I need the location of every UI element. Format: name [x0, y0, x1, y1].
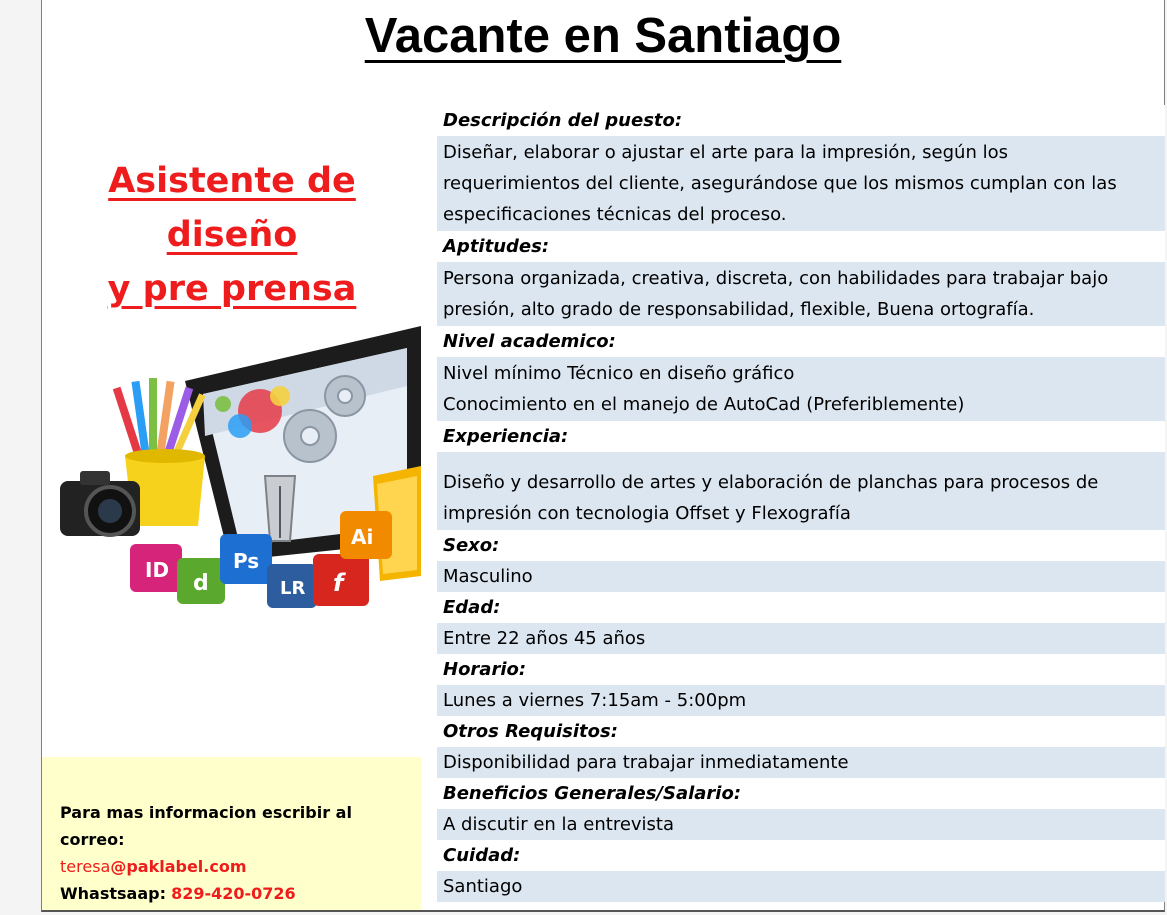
- aptitudes-line-1: Persona organizada, creativa, discreta, con habilidades para trabajar bajo: [443, 268, 1109, 289]
- beneficios-label: Beneficios Generales/Salario:: [437, 778, 1165, 809]
- position-title: [42, 154, 422, 316]
- edad-label: Edad:: [437, 592, 1165, 623]
- experiencia-label: Experiencia:: [437, 421, 1165, 452]
- descripcion-value: [437, 136, 1165, 231]
- horario-value: Lunes a viernes 7:15am - 5:00pm: [437, 685, 1165, 716]
- whatsapp-label: Whastsaap:: [60, 884, 166, 903]
- job-posting-sheet: [41, 0, 1165, 912]
- email-domain: @paklabel.com: [110, 857, 247, 876]
- descripcion-line-1: Diseñar, elaborar o ajustar el arte para la impresión, según los: [443, 142, 1008, 163]
- aptitudes-line-2: presión, alto grado de responsabilidad, flexible, Buena ortografía.: [443, 299, 1035, 320]
- aptitudes-value: [437, 262, 1165, 326]
- descripcion-line-2: requerimientos del cliente, asegurándose que los mismos cumplan con las: [443, 173, 1117, 194]
- contact-intro: Para mas informacion escribir al correo:: [60, 803, 352, 849]
- illustrator-icon: [340, 511, 392, 559]
- indesign-icon: [130, 544, 182, 592]
- descripcion-label: Descripción del puesto:: [437, 105, 1165, 136]
- nivel-value: [437, 357, 1165, 421]
- position-title-line-2: y pre prensa: [107, 269, 357, 309]
- design-tablet-image: [55, 326, 421, 612]
- pen-nib-icon: [265, 476, 295, 541]
- nivel-label: Nivel academico:: [437, 326, 1165, 357]
- email-user: teresa: [60, 857, 111, 876]
- horario-label: Horario:: [437, 654, 1165, 685]
- beneficios-value: A discutir en la entrevista: [437, 809, 1165, 840]
- nivel-line-1: Nivel mínimo Técnico en diseño gráfico: [443, 363, 795, 384]
- whatsapp-number: 829-420-0726: [171, 884, 296, 903]
- svg-text:LR: LR: [280, 578, 306, 599]
- job-details: [437, 105, 1165, 902]
- svg-text:Ai: Ai: [351, 525, 374, 549]
- sexo-label: Sexo:: [437, 530, 1165, 561]
- page-title: [42, 8, 1164, 64]
- nivel-line-2: Conocimiento en el manejo de AutoCad (Preferiblemente): [443, 394, 965, 415]
- descripcion-line-3: especificaciones técnicas del proceso.: [443, 204, 787, 225]
- svg-text:d: d: [193, 571, 209, 596]
- ciudad-value: Santiago: [437, 871, 1165, 902]
- photoshop-icon: [220, 534, 272, 584]
- experiencia-line-1: Diseño y desarrollo de artes y elaboración de planchas para procesos de: [443, 472, 1099, 493]
- design-tools-illustration: [55, 326, 421, 612]
- position-title-line-1: Asistente de diseño: [108, 161, 356, 255]
- svg-text:f: f: [333, 569, 344, 597]
- dreamweaver-icon: [177, 558, 225, 604]
- contact-box: [42, 757, 421, 910]
- flash-icon: [313, 554, 369, 606]
- contact-whatsapp: [60, 880, 421, 907]
- svg-text:Ps: Ps: [233, 549, 260, 573]
- page-title-text: Vacante en Santiago: [364, 9, 842, 63]
- sexo-value: Masculino: [437, 561, 1165, 592]
- contact-email[interactable]: [60, 853, 421, 880]
- contact-text: [60, 799, 421, 907]
- otros-requisitos-value: Disponibilidad para trabajar inmediatamente: [437, 747, 1165, 778]
- edad-value: Entre 22 años 45 años: [437, 623, 1165, 654]
- ciudad-label: Cuidad:: [437, 840, 1165, 871]
- experiencia-line-2: impresión con tecnologia Offset y Flexografía: [443, 503, 851, 524]
- svg-text:ID: ID: [145, 558, 170, 582]
- experiencia-value: [437, 452, 1165, 530]
- otros-requisitos-label: Otros Requisitos:: [437, 716, 1165, 747]
- aptitudes-label: Aptitudes:: [437, 231, 1165, 262]
- lightroom-icon: [267, 564, 317, 608]
